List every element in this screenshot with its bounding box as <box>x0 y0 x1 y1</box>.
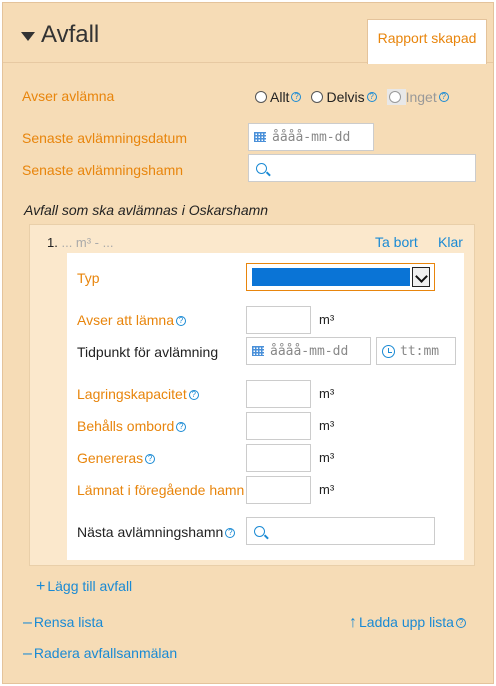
panel-toggle[interactable] <box>21 21 99 49</box>
help-icon[interactable]: ? <box>456 618 466 628</box>
generated-label <box>77 450 155 466</box>
item-summary: ... m³ - ... <box>61 235 114 250</box>
radio-circle-icon[interactable] <box>255 91 267 103</box>
delivery-time-placeholder: tt:mm <box>400 343 440 359</box>
delete-report-link[interactable] <box>23 645 177 663</box>
delivery-date-input[interactable] <box>246 337 371 365</box>
storage-label-text: Lagringskapacitet <box>77 386 187 402</box>
radio-delvis[interactable] <box>311 89 376 105</box>
previous-unit: m³ <box>319 482 335 497</box>
previous-input[interactable] <box>246 476 311 504</box>
section-title: Avfall som ska avlämnas i Oskarshamn <box>24 202 269 218</box>
status-tab[interactable]: Rapport skapad <box>367 19 487 64</box>
amount-unit: m³ <box>319 312 335 327</box>
generated-label-text: Genereras <box>77 450 144 466</box>
delivery-label: Avser avlämna <box>22 88 115 104</box>
next-port-input[interactable] <box>246 517 435 545</box>
help-icon[interactable]: ? <box>439 92 449 102</box>
amount-input[interactable] <box>246 306 311 334</box>
minus-icon: – <box>23 645 32 662</box>
help-icon[interactable]: ? <box>225 528 235 538</box>
search-icon <box>254 526 265 537</box>
delivery-radio-group <box>255 89 449 105</box>
generated-unit: m³ <box>319 450 335 465</box>
last-port-label: Senaste avlämningshamn <box>22 162 184 178</box>
radio-inget-disabled-wrap <box>387 89 406 105</box>
type-select-value <box>252 268 410 286</box>
radio-allt-label: Allt <box>270 89 290 105</box>
amount-label <box>77 312 186 328</box>
search-icon <box>256 163 267 174</box>
caret-down-icon[interactable] <box>21 32 35 41</box>
calendar-icon <box>254 132 266 142</box>
onboard-input[interactable] <box>246 412 311 440</box>
radio-delvis-label: Delvis <box>326 89 365 105</box>
item-number: 1. <box>47 235 58 250</box>
generated-input[interactable] <box>246 444 311 472</box>
upload-list-link[interactable] <box>349 614 466 632</box>
calendar-icon <box>252 346 264 356</box>
remove-link[interactable]: Ta bort <box>375 234 418 250</box>
delivery-date-placeholder: åååå-mm-dd <box>270 343 349 359</box>
onboard-label-text: Behålls ombord <box>77 418 175 434</box>
previous-label: Lämnat i föregående hamn <box>77 482 245 498</box>
onboard-label <box>77 418 186 434</box>
list-item-header[interactable] <box>47 235 113 250</box>
radio-inget-label: Inget <box>405 89 437 105</box>
radio-circle-icon[interactable] <box>311 91 323 103</box>
last-port-input[interactable] <box>248 154 476 182</box>
delete-report-label: Radera avfallsanmälan <box>33 645 178 661</box>
clock-icon <box>382 345 395 358</box>
panel-title: Avfall <box>41 21 100 48</box>
storage-input[interactable] <box>246 380 311 408</box>
plus-icon: + <box>36 578 46 595</box>
waste-list <box>29 224 475 566</box>
add-waste-label: Lägg till avfall <box>47 578 133 594</box>
type-label: Typ <box>77 270 100 286</box>
last-date-input[interactable] <box>248 123 374 151</box>
panel-header <box>3 3 493 63</box>
help-icon[interactable]: ? <box>367 92 377 102</box>
storage-unit: m³ <box>319 386 335 401</box>
minus-icon: – <box>23 614 32 631</box>
upload-list-label: Ladda upp lista <box>359 614 454 630</box>
add-waste-link[interactable] <box>36 578 132 596</box>
amount-label-text: Avser att lämna <box>77 312 175 328</box>
onboard-unit: m³ <box>319 418 335 433</box>
next-port-label-text: Nästa avlämningshamn <box>77 524 224 540</box>
help-icon[interactable]: ? <box>176 316 186 326</box>
delivery-time-input[interactable] <box>376 337 456 365</box>
last-date-label: Senaste avlämningsdatum <box>22 130 187 146</box>
clear-list-label: Rensa lista <box>33 614 104 630</box>
time-label: Tidpunkt för avlämning <box>77 344 219 360</box>
arrow-up-icon: ↑ <box>349 614 357 631</box>
help-icon[interactable]: ? <box>189 390 199 400</box>
waste-panel <box>2 2 494 684</box>
radio-inget <box>387 89 449 105</box>
next-port-label <box>77 524 235 540</box>
chevron-down-icon[interactable] <box>412 267 430 287</box>
help-icon[interactable]: ? <box>176 422 186 432</box>
help-icon[interactable]: ? <box>145 454 155 464</box>
clear-list-link[interactable] <box>23 614 103 632</box>
waste-item-form <box>67 253 464 560</box>
radio-circle-icon <box>389 91 401 103</box>
help-icon[interactable]: ? <box>291 92 301 102</box>
storage-label <box>77 386 199 402</box>
radio-allt[interactable] <box>255 89 301 105</box>
last-date-placeholder: åååå-mm-dd <box>272 129 351 145</box>
type-select[interactable] <box>246 263 435 291</box>
done-link[interactable]: Klar <box>438 234 463 250</box>
